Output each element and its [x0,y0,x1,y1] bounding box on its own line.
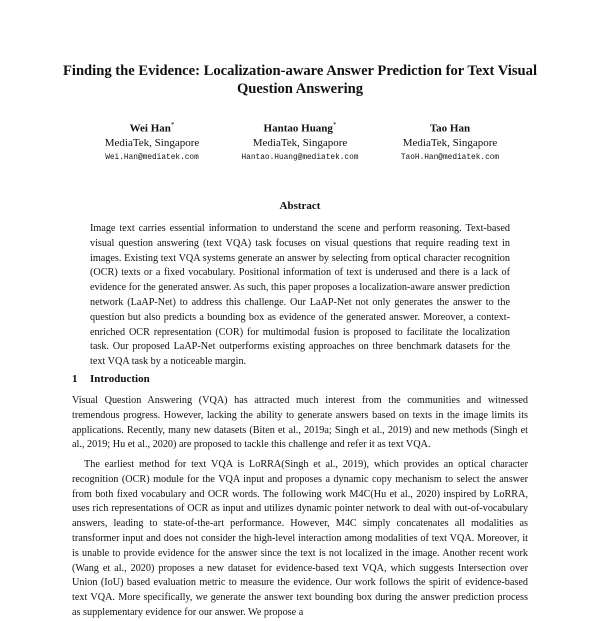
body-paragraph: Visual Question Answering (VQA) has attracted much interest from the communities and witnessed tremendous progress. However, lacking the ability to generate answers based on texts in the image limits its applications. Recently, many new datasets (Biten et al., 2019a; Singh et al., 2019) and new methods (Singh et al., 2019; Hu et al., 2020) are proposed to tackle this challenge and refer it as text VQA. [72,395,528,451]
equal-contribution-mark: * [170,121,175,129]
section-number: 1 [72,373,78,385]
abstract-text: Image text carries essential information to understand the scene and perform reasoning. Text-based visual question answering (text VQA) task focuses on visual questions that require reading text in images. Existing text VQA systems generate an answer by selecting from optical character recognition (OCR) texts or a fixed vocabulary. Positional information of text is underused and there is a lack of evidence for the generated answer. As such, this paper proposes a localization-aware answer prediction network (LaAP-Net) to address this challenge. Our LaAP-Net not only generates the answer to the question but also predicts a bounding box as evidence of the generated answer. Moreover, a context-enriched OCR representation (COR) for multimodal fusion is proposed to facilitate the localization task. Our proposed LaAP-Net outperforms existing approaches on three benchmark datasets for the text VQA task by a noticeable margin. [90,223,510,368]
author-email: Wei.Han@mediatek.com [105,153,199,162]
section-title: Introduction [90,373,150,385]
abstract-heading: Abstract [279,200,321,212]
author-name: Hantao Huang* [263,121,337,135]
equal-contribution-mark: * [332,121,337,129]
section-heading [72,373,150,385]
author-name: Wei Han* [129,121,175,135]
author-email: TaoH.Han@mediatek.com [400,153,500,162]
author-affiliation: MediaTek, Singapore [252,136,348,149]
body-paragraph: The earliest method for text VQA is LoRRA(Singh et al., 2019), which provides an optical character recognition (OCR) module for the VQA input and proposes a dynamic copy mechanism to select the answer from both fixed vocabulary and OCR words. The following work M4C(Hu et al., 2020) inspired by LoRRA, uses rich representations of OCR as input and utilizes dynamic pointer network to deal with out-of-vocabulary answers, leading to state-of-the-art performance. However, M4C simply concatenates all modalities as transformer input and does not consider the high-level interaction among modalities of text VQA. Moreover, it is unable to provide evidence for the answer since the text is not localized in the image. Another recent work (Wang et al., 2020) proposes a new dataset for evidence-based text VQA, which suggests Intersection over Union (IoU) based evaluation metric to measure the evidence. Our work follows the spirit of evidence-based text VQA. More specifically, we generate the answer text bounding box during the answer prediction process as supplementary evidence for our answer. We propose a [72,459,528,618]
author-affiliation: MediaTek, Singapore [402,136,498,149]
author-3 [350,118,550,164]
paper-title: Finding the Evidence: Localization-aware Answer Prediction for Text Visual Question Answering [62,63,538,97]
author-email: Hantao.Huang@mediatek.com [241,153,359,162]
author-name: Tao Han [429,122,471,135]
author-affiliation: MediaTek, Singapore [104,136,200,149]
